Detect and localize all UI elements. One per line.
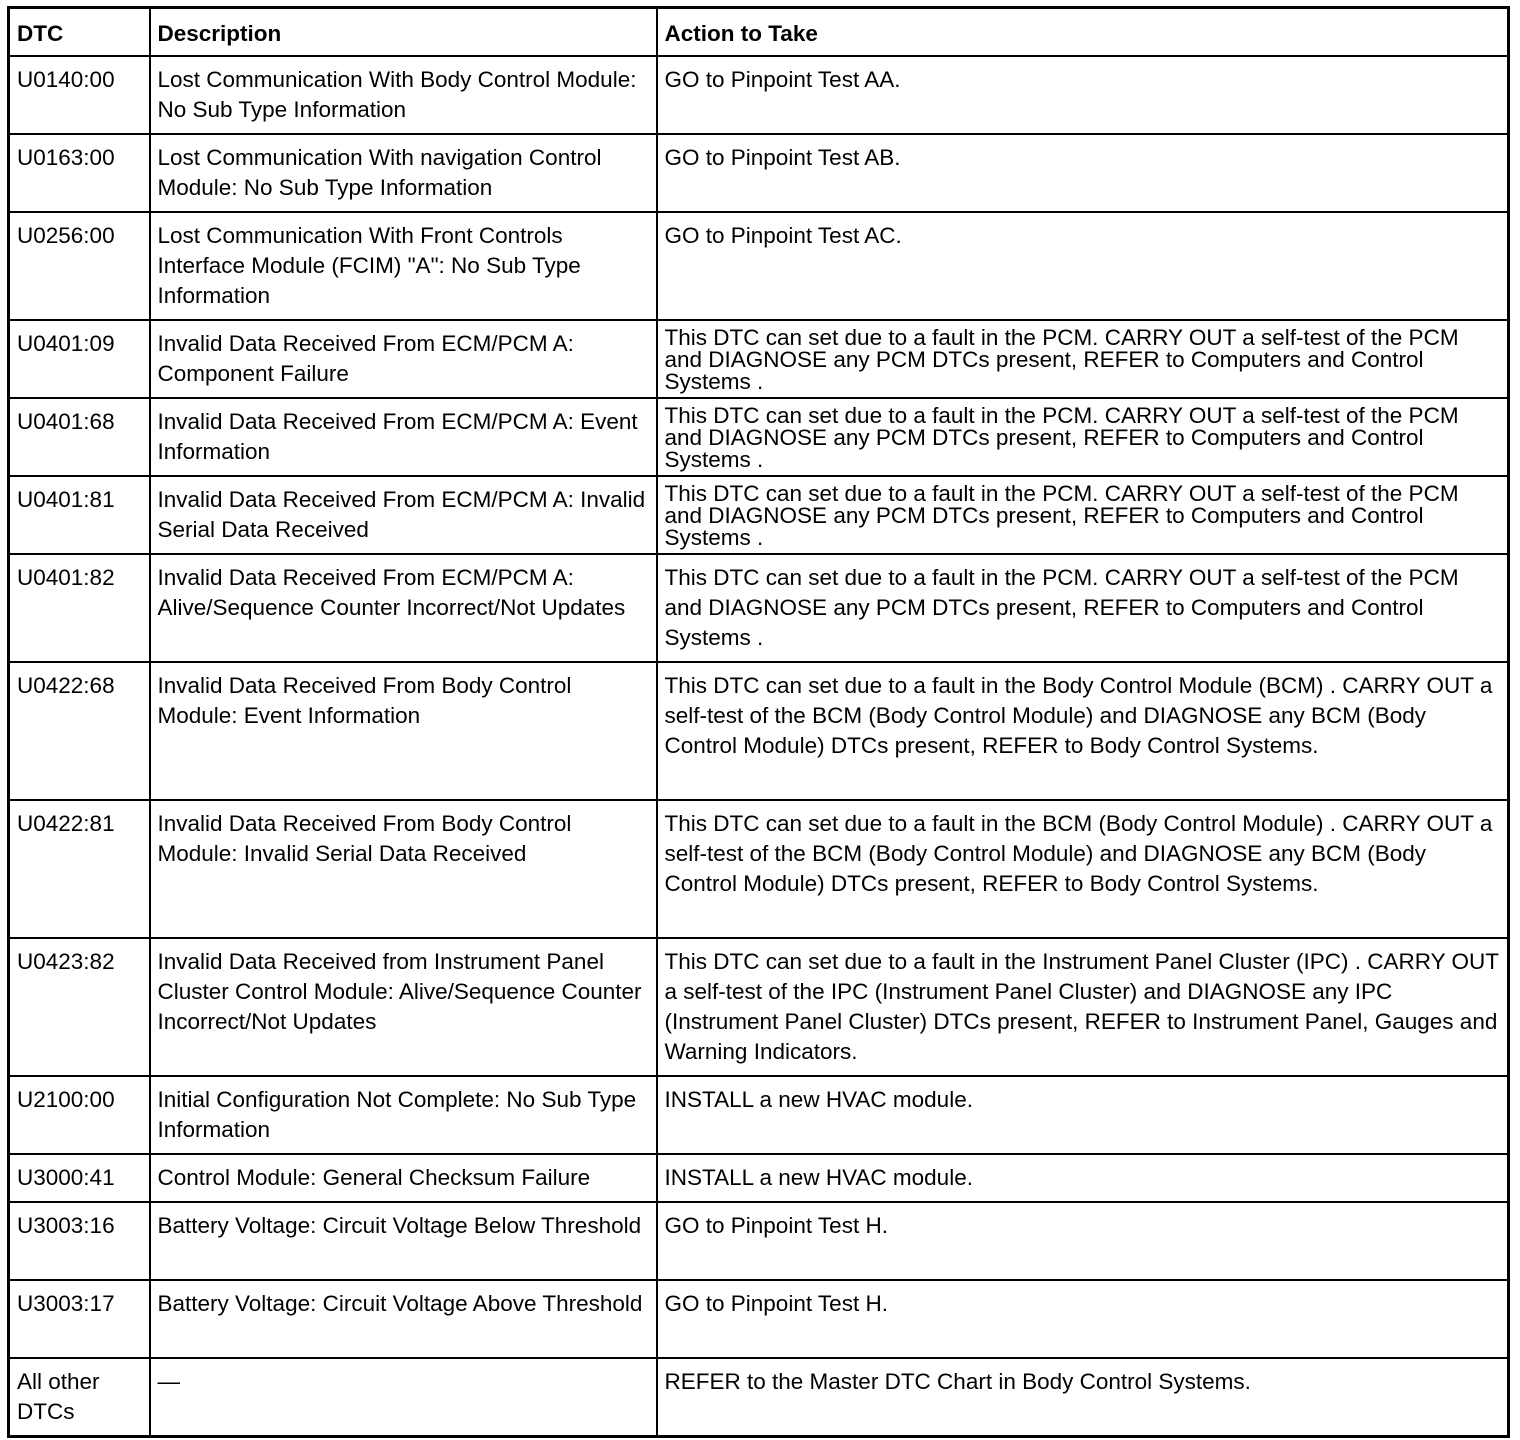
table-row bbox=[9, 212, 1509, 320]
table-row bbox=[9, 320, 1509, 398]
dtc-description: — bbox=[150, 1358, 657, 1436]
dtc-description: Invalid Data Received From Body Control Module: Invalid Serial Data Received bbox=[150, 800, 657, 938]
table-row bbox=[9, 398, 1509, 476]
table-row bbox=[9, 1280, 1509, 1358]
dtc-action: REFER to the Master DTC Chart in Body Control Systems. bbox=[657, 1358, 1509, 1436]
dtc-action: INSTALL a new HVAC module. bbox=[657, 1076, 1509, 1154]
dtc-code: U0140:00 bbox=[9, 56, 150, 134]
dtc-action: This DTC can set due to a fault in the Body Control Module (BCM) . CARRY OUT a self-test of the BCM (Body Control Module) and DIAGNOSE any BCM (Body Control Module) DTCs present, REFER to Body Control Systems. bbox=[657, 662, 1509, 800]
dtc-action: GO to Pinpoint Test AB. bbox=[657, 134, 1509, 212]
dtc-action: This DTC can set due to a fault in the PCM. CARRY OUT a self-test of the PCM and DIAGNOSE any PCM DTCs present, REFER to Computers and Control Systems . bbox=[657, 398, 1509, 476]
dtc-action: This DTC can set due to a fault in the BCM (Body Control Module) . CARRY OUT a self-test of the BCM (Body Control Module) and DIAGNOSE any BCM (Body Control Module) DTCs present, REFER to Body Control Systems. bbox=[657, 800, 1509, 938]
dtc-description: Lost Communication With Body Control Module: No Sub Type Information bbox=[150, 56, 657, 134]
table-row bbox=[9, 1202, 1509, 1280]
header-action: Action to Take bbox=[657, 8, 1509, 57]
dtc-description: Lost Communication With Front Controls Interface Module (FCIM) "A": No Sub Type Information bbox=[150, 212, 657, 320]
table-header-row bbox=[9, 8, 1509, 57]
table-row bbox=[9, 476, 1509, 554]
table-row bbox=[9, 1076, 1509, 1154]
dtc-description: Invalid Data Received From Body Control Module: Event Information bbox=[150, 662, 657, 800]
dtc-code: U0401:68 bbox=[9, 398, 150, 476]
dtc-description: Control Module: General Checksum Failure bbox=[150, 1154, 657, 1202]
header-description: Description bbox=[150, 8, 657, 57]
dtc-code: U3003:17 bbox=[9, 1280, 150, 1358]
table-row bbox=[9, 662, 1509, 800]
dtc-code: U0401:09 bbox=[9, 320, 150, 398]
dtc-action: This DTC can set due to a fault in the PCM. CARRY OUT a self-test of the PCM and DIAGNOSE any PCM DTCs present, REFER to Computers and Control Systems . bbox=[657, 554, 1509, 662]
table-row bbox=[9, 1358, 1509, 1436]
dtc-code: U2100:00 bbox=[9, 1076, 150, 1154]
dtc-code: U0422:81 bbox=[9, 800, 150, 938]
dtc-code: U3003:16 bbox=[9, 1202, 150, 1280]
table-row bbox=[9, 1154, 1509, 1202]
dtc-description: Battery Voltage: Circuit Voltage Above Threshold bbox=[150, 1280, 657, 1358]
dtc-description: Invalid Data Received from Instrument Panel Cluster Control Module: Alive/Sequence Counter Incorrect/Not Updates bbox=[150, 938, 657, 1076]
table-row bbox=[9, 554, 1509, 662]
dtc-table bbox=[7, 6, 1510, 1438]
dtc-description: Initial Configuration Not Complete: No Sub Type Information bbox=[150, 1076, 657, 1154]
dtc-code: U0163:00 bbox=[9, 134, 150, 212]
dtc-action: GO to Pinpoint Test H. bbox=[657, 1202, 1509, 1280]
table-row bbox=[9, 134, 1509, 212]
dtc-code: U0401:82 bbox=[9, 554, 150, 662]
dtc-code: U0423:82 bbox=[9, 938, 150, 1076]
dtc-description: Lost Communication With navigation Control Module: No Sub Type Information bbox=[150, 134, 657, 212]
header-dtc: DTC bbox=[9, 8, 150, 57]
dtc-action: GO to Pinpoint Test AC. bbox=[657, 212, 1509, 320]
dtc-action: GO to Pinpoint Test H. bbox=[657, 1280, 1509, 1358]
dtc-description: Battery Voltage: Circuit Voltage Below Threshold bbox=[150, 1202, 657, 1280]
dtc-code: U0256:00 bbox=[9, 212, 150, 320]
dtc-code: U0401:81 bbox=[9, 476, 150, 554]
dtc-action: This DTC can set due to a fault in the Instrument Panel Cluster (IPC) . CARRY OUT a self-test of the IPC (Instrument Panel Cluster) and DIAGNOSE any IPC (Instrument Panel Cluster) DTCs present, REFER to Instrument Panel, Gauges and Warning Indicators. bbox=[657, 938, 1509, 1076]
dtc-code: All other DTCs bbox=[9, 1358, 150, 1436]
dtc-description: Invalid Data Received From ECM/PCM A: Invalid Serial Data Received bbox=[150, 476, 657, 554]
table-row bbox=[9, 56, 1509, 134]
table-row bbox=[9, 938, 1509, 1076]
dtc-description: Invalid Data Received From ECM/PCM A: Component Failure bbox=[150, 320, 657, 398]
dtc-code: U0422:68 bbox=[9, 662, 150, 800]
table-row bbox=[9, 800, 1509, 938]
dtc-description: Invalid Data Received From ECM/PCM A: Event Information bbox=[150, 398, 657, 476]
dtc-action: INSTALL a new HVAC module. bbox=[657, 1154, 1509, 1202]
dtc-action: GO to Pinpoint Test AA. bbox=[657, 56, 1509, 134]
dtc-code: U3000:41 bbox=[9, 1154, 150, 1202]
dtc-action: This DTC can set due to a fault in the PCM. CARRY OUT a self-test of the PCM and DIAGNOSE any PCM DTCs present, REFER to Computers and Control Systems . bbox=[657, 476, 1509, 554]
dtc-description: Invalid Data Received From ECM/PCM A: Alive/Sequence Counter Incorrect/Not Updates bbox=[150, 554, 657, 662]
dtc-action: This DTC can set due to a fault in the PCM. CARRY OUT a self-test of the PCM and DIAGNOSE any PCM DTCs present, REFER to Computers and Control Systems . bbox=[657, 320, 1509, 398]
